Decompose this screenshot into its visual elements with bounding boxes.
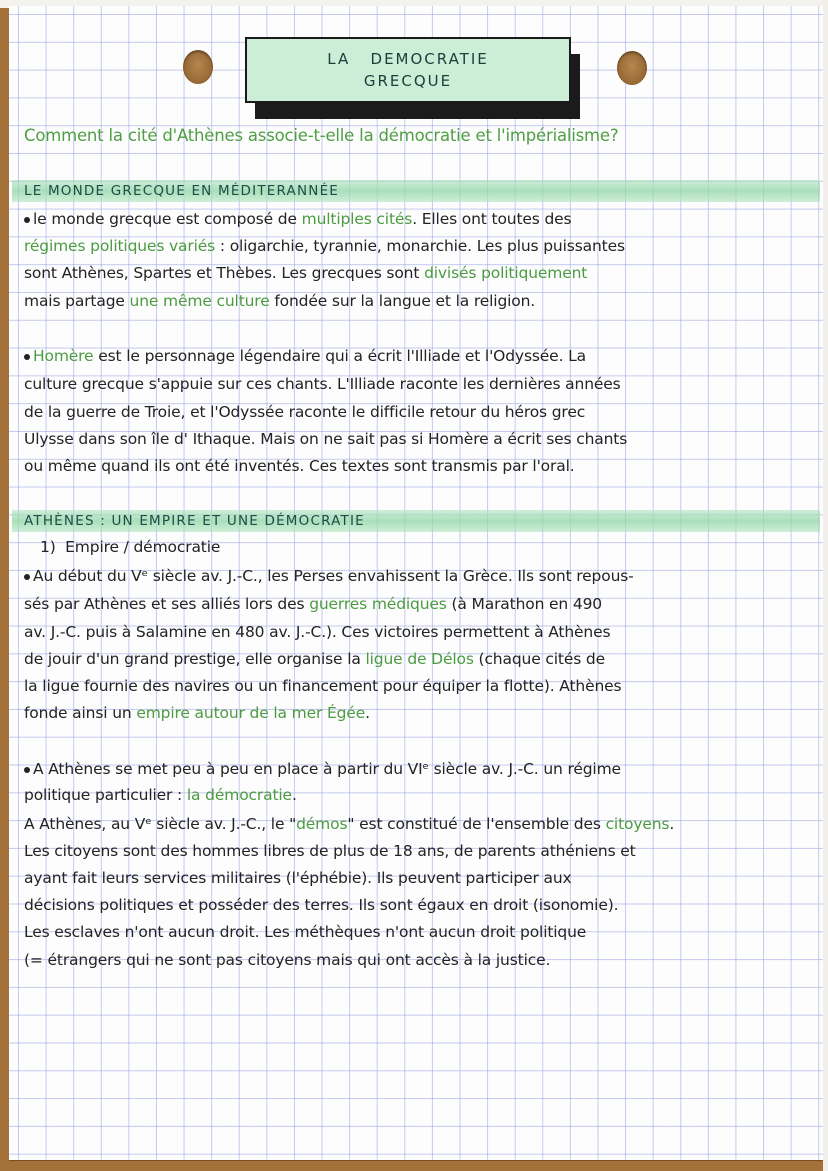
text-line: de jouir d'un grand prestige, elle organise la ligue de Délos (chaque cités de — [24, 650, 605, 668]
text-line: A Athènes, au Vᵉ siècle av. J.-C., le "démos" est constitué de l'ensemble des citoyens. — [24, 815, 675, 833]
text-line: le monde grecque est composé de multiples cités. Elles ont toutes des — [24, 210, 571, 228]
text-line: fonde ainsi un empire autour de la mer Égée. — [24, 704, 370, 722]
guiding-question: Comment la cité d'Athènes associe-t-elle la démocratie et l'impérialisme? — [24, 126, 619, 145]
text-line: de la guerre de Troie, et l'Odyssée raconte le difficile retour du héros grec — [24, 403, 586, 421]
text-line: régimes politiques variés : oligarchie, tyrannie, monarchie. Les plus puissantes — [24, 237, 625, 255]
title-line-1: LA DEMOCRATIE — [327, 50, 489, 68]
text-line: Homère est le personnage légendaire qui a écrit l'Illiade et l'Odyssée. La — [24, 347, 586, 365]
text-line: mais partage une même culture fondée sur la langue et la religion. — [24, 292, 536, 310]
subheading: 1) Empire / démocratie — [40, 538, 221, 556]
text-line: Les citoyens sont des hommes libres de plus de 18 ans, de parents athéniens et — [24, 842, 636, 860]
text-line: politique particulier : la démocratie. — [24, 786, 297, 804]
text-line: décisions politiques et posséder des terres. Ils sont égaux en droit (isonomie). — [24, 896, 619, 914]
bullet-icon — [24, 767, 30, 773]
text-line: ou même quand ils ont été inventés. Ces textes sont transmis par l'oral. — [24, 457, 575, 475]
text-line: culture grecque s'appuie sur ces chants. L'Illiade raconte les dernières années — [24, 375, 621, 393]
section-heading-1: LE MONDE GRECQUE EN MÉDITERANNÉE — [24, 183, 340, 199]
text-line: (= étrangers qui ne sont pas citoyens mais qui ont accès à la justice. — [24, 951, 551, 969]
text-line: sont Athènes, Spartes et Thèbes. Les grecques sont divisés politiquement — [24, 264, 588, 282]
binder-hole-right — [617, 51, 647, 85]
bullet-icon — [24, 217, 30, 223]
bullet-icon — [24, 354, 30, 360]
text-line: Au début du Vᵉ siècle av. J.-C., les Perses envahissent la Grèce. Ils sont repous- — [24, 567, 634, 585]
text-line: sés par Athènes et ses alliés lors des guerres médiques (à Marathon en 490 — [24, 595, 603, 613]
text-line: A Athènes se met peu à peu en place à partir du VIᵉ siècle av. J.-C. un régime — [24, 760, 621, 778]
text-line: av. J.-C. puis à Salamine en 480 av. J.-C.). Ces victoires permettent à Athènes — [24, 623, 611, 641]
text-line: la ligue fournie des navires ou un financement pour équiper la flotte). Athènes — [24, 677, 622, 695]
page-title — [245, 37, 571, 103]
title-line-2: GRECQUE — [363, 72, 453, 90]
text-line: Les esclaves n'ont aucun droit. Les méthèques n'ont aucun droit politique — [24, 923, 587, 941]
text-line: ayant fait leurs services militaires (l'éphébie). Ils peuvent participer aux — [24, 869, 572, 887]
text-line: Ulysse dans son île d' Ithaque. Mais on ne sait pas si Homère a écrit ses chants — [24, 430, 628, 448]
binder-hole-left — [183, 50, 213, 84]
bullet-icon — [24, 574, 30, 580]
section-heading-2: ATHÈNES : UN EMPIRE ET UNE DÉMOCRATIE — [24, 513, 365, 529]
background-right-edge — [823, 0, 828, 1171]
